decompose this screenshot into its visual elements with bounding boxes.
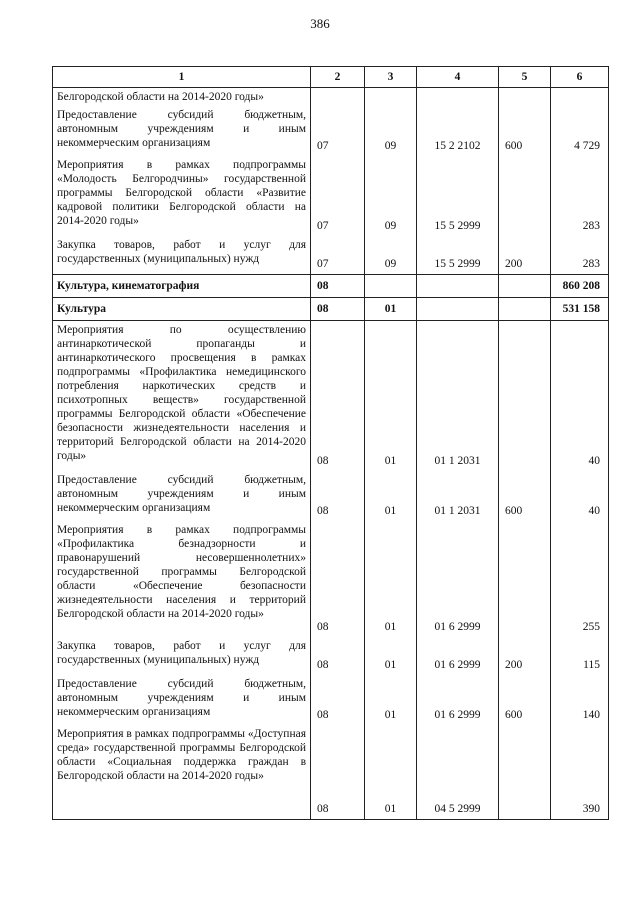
row-amount: 115 <box>551 637 609 675</box>
row-subsection: 01 <box>365 521 417 637</box>
row-target-article: 15 5 2999 <box>417 236 499 275</box>
row-amount: 40 <box>551 471 609 521</box>
row-name: Культура, кинематография <box>53 275 311 298</box>
row-section: 08 <box>311 725 365 820</box>
header-col-5: 5 <box>499 67 551 88</box>
header-col-6: 6 <box>551 67 609 88</box>
row-name: Мероприятия по осуществлению антинаркотической пропаганды и антинаркотического просвещения в рамках подпрограммы «Профилактика немедицинского потребления наркотических средств и психотропных веществ» государственной программы Белгородской области «Обеспечение безопасности жизнедеятельности населения и территорий Белгородской области на 2014-2020 годы» <box>53 321 311 472</box>
row-amount: 40 <box>551 321 609 472</box>
row-expense-type <box>499 275 551 298</box>
table-row <box>53 725 609 820</box>
row-expense-type <box>499 321 551 472</box>
row-target-article <box>417 275 499 298</box>
row-amount: 283 <box>551 156 609 236</box>
table-row <box>53 675 609 725</box>
row-expense-type <box>499 298 551 321</box>
table-row <box>53 106 609 156</box>
table-row <box>53 471 609 521</box>
row-section: 08 <box>311 675 365 725</box>
row-target-article <box>417 298 499 321</box>
row-name: Мероприятия в рамках подпрограммы «Молодость Белгородчины» государственной программы Белгородской области «Развитие кадровой политики Белгородской области на 2014-2020 годы» <box>53 156 311 236</box>
row-subsection: 01 <box>365 637 417 675</box>
row-name: Мероприятия в рамках подпрограммы «Профилактика безнадзорности и правонарушений несовершеннолетних» государственной программы Белгородской области «Обеспечение безопасности жизнедеятельности населения и территорий Белгородской области на 2014-2020 годы» <box>53 521 311 637</box>
row-name: Предоставление субсидий бюджетным, автономным учреждениям и иным некоммерческим организациям <box>53 106 311 156</box>
table-row <box>53 321 609 472</box>
row-subsection: 09 <box>365 106 417 156</box>
row-target-article: 01 6 2999 <box>417 521 499 637</box>
row-amount: 531 158 <box>551 298 609 321</box>
row-expense-type: 200 <box>499 236 551 275</box>
row-amount: 255 <box>551 521 609 637</box>
row-amount: 4 729 <box>551 106 609 156</box>
row-subsection: 09 <box>365 236 417 275</box>
row-amount: 860 208 <box>551 275 609 298</box>
row-section: 08 <box>311 471 365 521</box>
row-name: Культура <box>53 298 311 321</box>
row-section: 07 <box>311 106 365 156</box>
row-expense-type <box>499 521 551 637</box>
row-section: 07 <box>311 156 365 236</box>
header-col-2: 2 <box>311 67 365 88</box>
header-col-1: 1 <box>53 67 311 88</box>
row-subsection: 01 <box>365 725 417 820</box>
row-expense-type: 600 <box>499 675 551 725</box>
row-amount: 140 <box>551 675 609 725</box>
row-target-article: 01 6 2999 <box>417 675 499 725</box>
row-target-article: 04 5 2999 <box>417 725 499 820</box>
row-section <box>311 88 365 107</box>
table-row <box>53 236 609 275</box>
table-row <box>53 298 609 321</box>
row-subsection: 01 <box>365 471 417 521</box>
header-row <box>53 67 609 88</box>
page-number: 386 <box>310 16 330 31</box>
row-target-article: 01 1 2031 <box>417 471 499 521</box>
row-name: Предоставление субсидий бюджетным, автономным учреждениям и иным некоммерческим организациям <box>53 471 311 521</box>
row-subsection <box>365 88 417 107</box>
row-subsection: 09 <box>365 156 417 236</box>
row-expense-type: 600 <box>499 106 551 156</box>
row-target-article <box>417 88 499 107</box>
row-expense-type <box>499 725 551 820</box>
row-amount <box>551 88 609 107</box>
row-section: 08 <box>311 637 365 675</box>
row-subsection: 01 <box>365 675 417 725</box>
table-row <box>53 521 609 637</box>
row-name: Белгородской области на 2014-2020 годы» <box>53 88 311 107</box>
row-target-article: 01 6 2999 <box>417 637 499 675</box>
row-target-article: 15 2 2102 <box>417 106 499 156</box>
row-section: 08 <box>311 298 365 321</box>
row-amount: 390 <box>551 725 609 820</box>
row-subsection: 01 <box>365 321 417 472</box>
header-col-3: 3 <box>365 67 417 88</box>
row-expense-type <box>499 156 551 236</box>
table-row <box>53 88 609 107</box>
row-name: Мероприятия в рамках подпрограммы «Доступная среда» государственной программы Белгородской области «Социальная поддержка граждан в Белгородской области на 2014-2020 годы» <box>53 725 311 820</box>
budget-table <box>52 66 609 820</box>
row-expense-type: 600 <box>499 471 551 521</box>
row-expense-type: 200 <box>499 637 551 675</box>
row-target-article: 01 1 2031 <box>417 321 499 472</box>
row-expense-type <box>499 88 551 107</box>
row-subsection <box>365 275 417 298</box>
row-subsection: 01 <box>365 298 417 321</box>
header-col-4: 4 <box>417 67 499 88</box>
table-row <box>53 156 609 236</box>
row-name: Закупка товаров, работ и услуг для государственных (муниципальных) нужд <box>53 637 311 675</box>
row-name: Предоставление субсидий бюджетным, автономным учреждениям и иным некоммерческим организациям <box>53 675 311 725</box>
table-row <box>53 637 609 675</box>
row-name: Закупка товаров, работ и услуг для государственных (муниципальных) нужд <box>53 236 311 275</box>
row-target-article: 15 5 2999 <box>417 156 499 236</box>
table-row <box>53 275 609 298</box>
row-section: 08 <box>311 321 365 472</box>
row-section: 08 <box>311 275 365 298</box>
row-section: 07 <box>311 236 365 275</box>
row-section: 08 <box>311 521 365 637</box>
table-body <box>53 88 609 820</box>
row-amount: 283 <box>551 236 609 275</box>
